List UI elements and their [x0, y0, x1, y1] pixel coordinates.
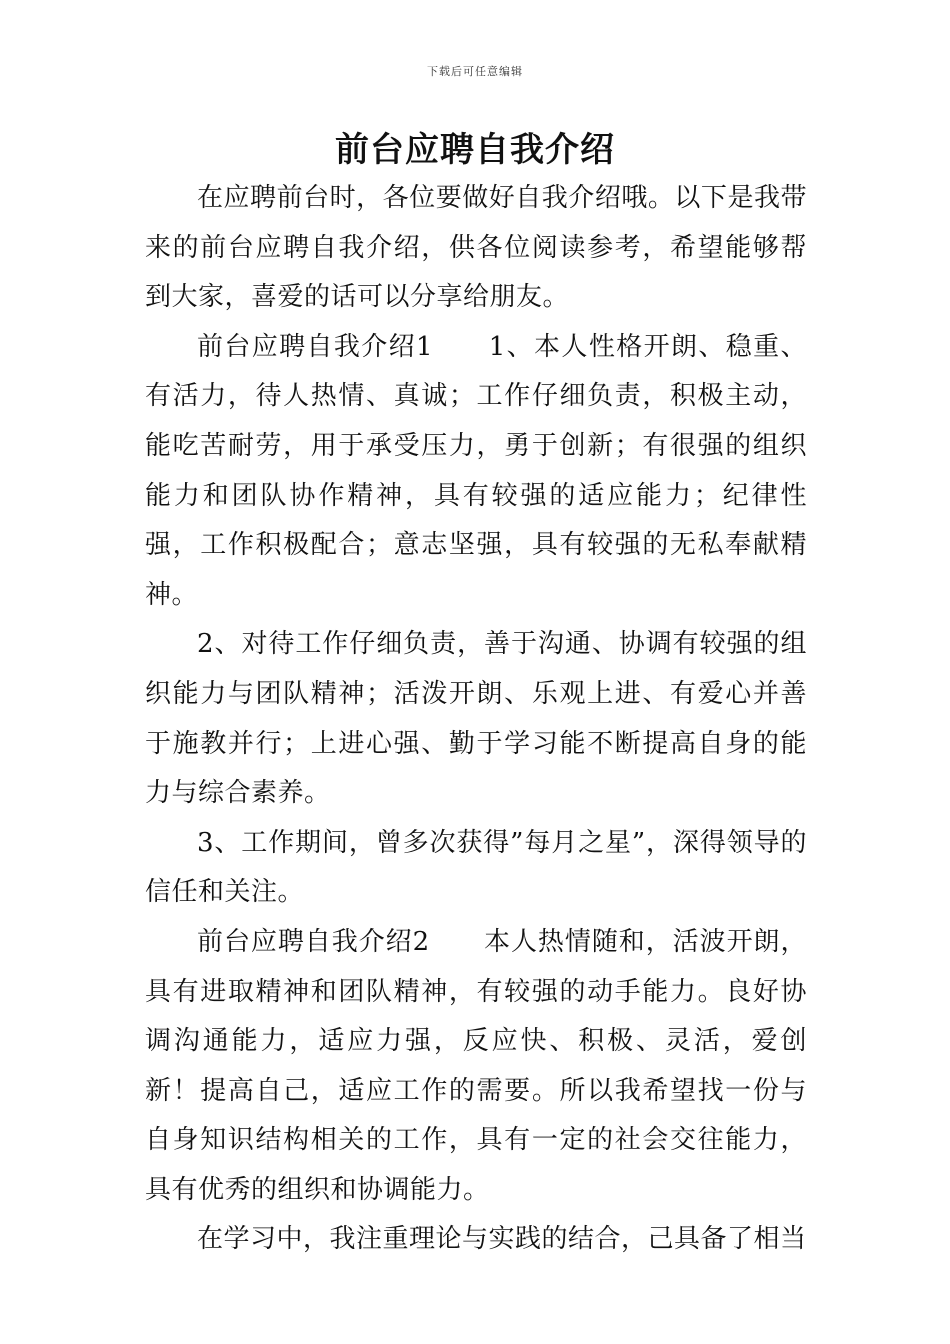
paragraph-point-3: 3、工作期间，曾多次获得”每月之星”，深得领导的信任和关注。	[145, 827, 807, 908]
page-header-note: 下载后可任意编辑	[427, 65, 523, 78]
paragraph-intro: 在应聘前台时，各位要做好自我介绍哦。以下是我带来的前台应聘自我介绍，供各位阅读参考，希望能够帮到大家，喜爱的话可以分享给朋友。	[145, 183, 807, 313]
paragraph-intro-1: 前台应聘自我介绍1 1、本人性格开朗、稳重、有活力，待人热情、真诚；工作仔细负责，积极主动，能吃苦耐劳，用于承受压力，勇于创新；有很强的组织能力和团队协作精神，具有较强的适应能力；纪律性强，工作积极配合；意志坚强，具有较强的无私奉献精神。	[145, 331, 807, 610]
paragraph-study: 在学习中，我注重理论与实践的结合，己具备了相当	[197, 1224, 807, 1255]
paragraph-point-2: 2、对待工作仔细负责，善于沟通、协调有较强的组织能力与团队精神；活泼开朗、乐观上进、有爱心并善于施教并行；上进心强、勤于学习能不断提高自身的能力与综合素养。	[145, 629, 807, 809]
document-title: 前台应聘自我介绍	[335, 130, 615, 170]
paragraph-intro-2: 前台应聘自我介绍2 本人热情随和，活波开朗，具有进取精神和团队精神，有较强的动手能力。良好协调沟通能力，适应力强，反应快、积极、灵活，爱创新！提高自己，适应工作的需要。所以我希望找一份与自身知识结构相关的工作，具有一定的社会交往能力，具有优秀的组织和协调能力。	[145, 926, 807, 1205]
document-body	[145, 174, 807, 1265]
